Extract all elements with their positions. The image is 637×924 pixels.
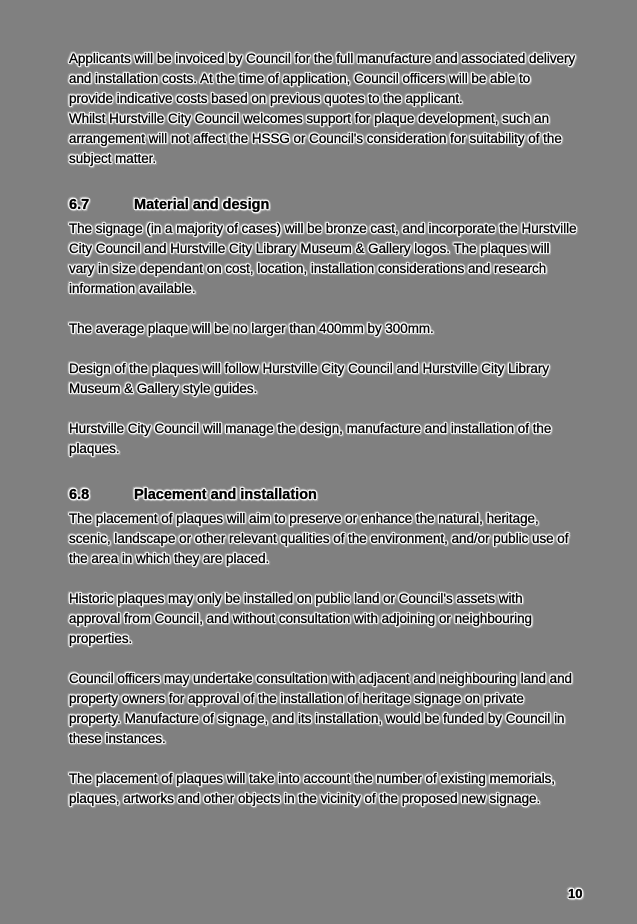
- section-heading-material-and-design: [69, 195, 577, 215]
- paragraph: Hurstville City Council will manage the design, manufacture and installation of the plaques.: [69, 421, 552, 456]
- section-heading-placement-and-installation: [69, 485, 577, 505]
- section-title: Material and design: [134, 197, 270, 213]
- paragraph: The placement of plaques will aim to preserve or enhance the natural, heritage, scenic, landscape or other relevant qualities of the environment, and/or public use of the area in which they are placed.: [69, 511, 569, 566]
- intro-paragraph-part-2: Whilst Hurstville City Council welcomes support for plaque development, such an arrangement will not affect the HSSG or Council's consideration for suitability of the subject matter.: [69, 111, 562, 166]
- intro-paragraph-part-1: Applicants will be invoiced by Council for the full manufacture and associated delivery and installation costs. At the time of application, Council officers will be able to provide indicative costs based on previous quotes to the applicant.: [69, 51, 576, 106]
- paragraph: Historic plaques may only be installed on public land or Council's assets with approval from Council, and without consultation with adjoining or neighbouring properties.: [69, 591, 533, 646]
- section-number: 6.8: [69, 487, 90, 503]
- paragraph: Design of the plaques will follow Hurstville City Council and Hurstville City Library Museum & Gallery style guides.: [69, 361, 550, 396]
- paragraph: Council officers may undertake consultation with adjacent and neighbouring land and property owners for approval of the installation of heritage signage on private property. Manufacture of signage, and its installation, would be funded by Council in these instances.: [69, 671, 572, 746]
- paragraph: The signage (in a majority of cases) will be bronze cast, and incorporate the Hurstville City Council and Hurstville City Library Museum & Gallery logos. The plaques will vary in size dependant on cost, location, installation considerations and research information available.: [69, 221, 577, 296]
- intro-paragraph: [69, 49, 577, 169]
- paragraph: The placement of plaques will take into account the number of existing memorials, plaques, artworks and other objects in the vicinity of the proposed new signage.: [69, 771, 556, 806]
- section-number: 6.7: [69, 197, 90, 213]
- document-body: [69, 49, 577, 829]
- paragraph: The average plaque will be no larger than 400mm by 300mm.: [69, 321, 434, 336]
- page-number: 10: [568, 886, 583, 901]
- section-title: Placement and installation: [134, 487, 317, 503]
